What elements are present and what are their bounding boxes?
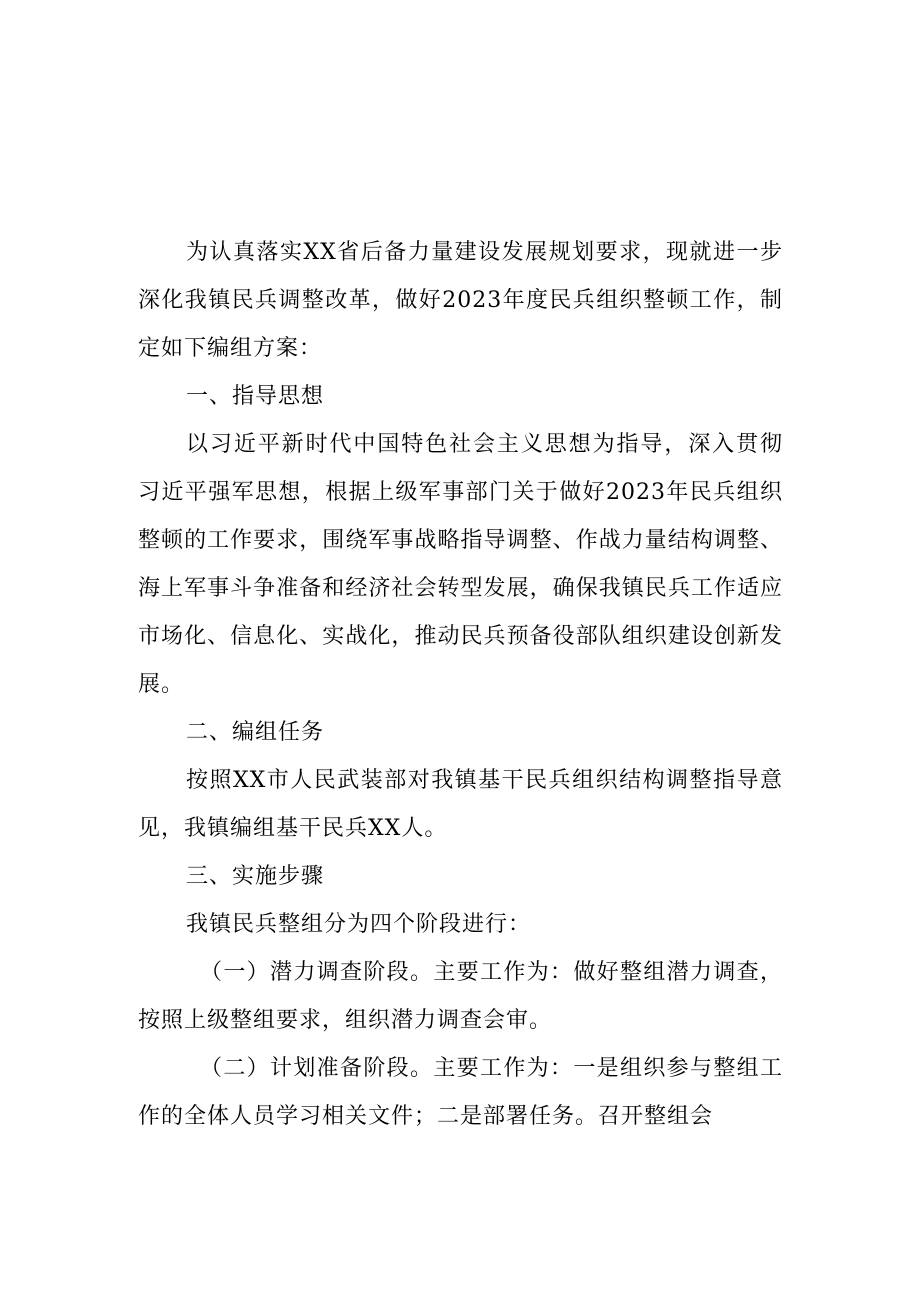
section-heading-guiding-ideology: 一、指导思想: [186, 384, 325, 409]
section-heading-grouping-task: 二、编组任务: [186, 720, 325, 745]
intro-paragraph: 为认真落实XX省后备力量建设发展规划要求，现就进一步深化我镇民兵调整改革，做好2023年度民兵组织整顿工作，制定如下编组方案：: [138, 240, 783, 361]
implementation-steps-paragraph: 我镇民兵整组分为四个阶段进行：: [186, 912, 532, 937]
grouping-task-paragraph: 按照XX市人民武装部对我镇基干民兵组织结构调整指导意见，我镇编组基干民兵XX人。: [138, 768, 783, 841]
stage-two-paragraph: （二）计划准备阶段。主要工作为：一是组织参与整组工作的全体人员学习相关文件；二是部署任务。召开整组会: [138, 1056, 783, 1129]
section-heading-implementation-steps: 三、实施步骤: [186, 864, 325, 889]
document-body: [138, 229, 783, 1141]
guiding-ideology-paragraph: 以习近平新时代中国特色社会主义思想为指导，深入贯彻习近平强军思想，根据上级军事部门关于做好2023年民兵组织整顿的工作要求，围绕军事战略指导调整、作战力量结构调整、海上军事斗争准备和经济社会转型发展，确保我镇民兵工作适应市场化、信息化、实战化，推动民兵预备役部队组织建设创新发展。: [138, 432, 783, 697]
stage-one-paragraph: （一）潜力调查阶段。主要工作为：做好整组潜力调查，按照上级整组要求，组织潜力调查会审。: [138, 960, 783, 1033]
